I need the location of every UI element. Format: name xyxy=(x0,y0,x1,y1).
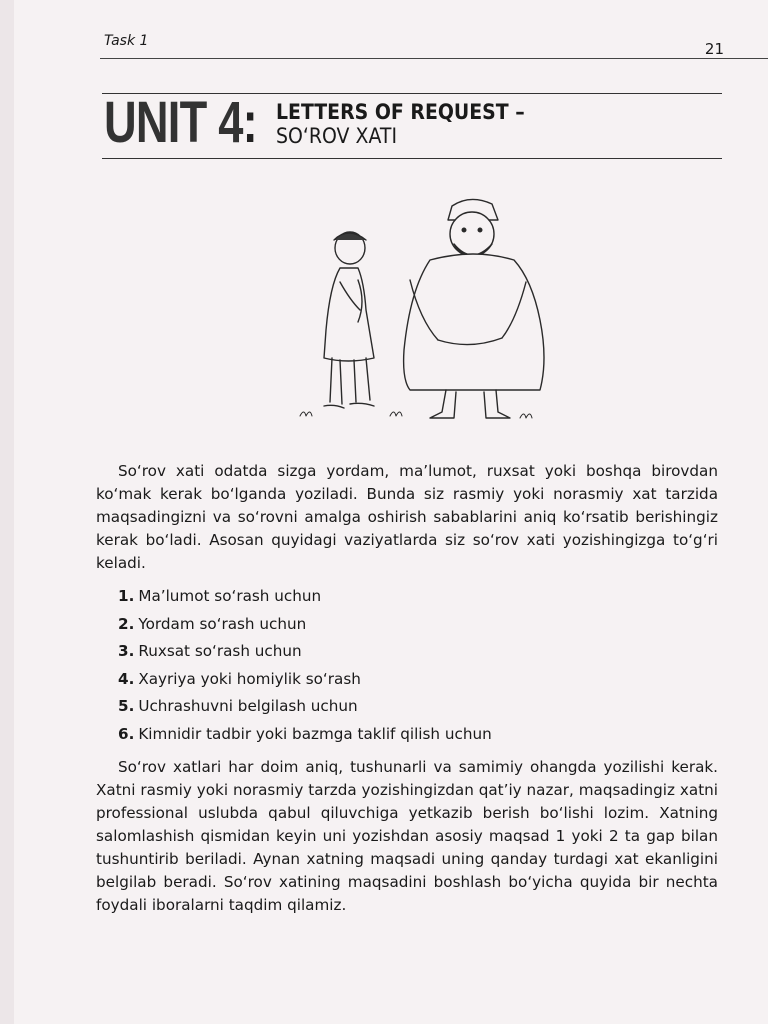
list-item: 4. Xayriya yoki homiylik so‘rash xyxy=(118,669,361,688)
intro-paragraph: So‘rov xati odatda sizga yordam, ma’lumot, ruxsat yoki boshqa birovdan ko‘mak kerak bo‘lganda yoziladi. Bunda siz rasmiy yoki norasmiy xat tarzida maqsadingizni va so‘rovni amalga oshirish sabablarini aniq ko‘rsatib berishingiz kerak bo‘ladi. Asosan quyidagi vaziyatlarda siz so‘rov xati yozishingizga to‘g‘ri keladi. xyxy=(96,462,718,572)
page-edge xyxy=(0,0,14,1024)
list-item: 3. Ruxsat so‘rash uchun xyxy=(118,642,302,660)
task-label: Task 1 xyxy=(104,33,149,49)
list-item: 2. Yordam so‘rash uchun xyxy=(118,614,307,633)
unit-title-line2: SO‘ROV XATI xyxy=(276,124,398,148)
list-item: 1. Ma’lumot so‘rash uchun xyxy=(118,587,322,605)
unit-title-line1: LETTERS OF REQUEST – xyxy=(276,100,525,124)
two-men-illustration xyxy=(270,190,560,430)
header-rule xyxy=(100,58,768,59)
closing-paragraph: So‘rov xatlari har doim aniq, tushunarli va samimiy ohangda yozilishi kerak. Xatni rasmiy yoki norasmiy tarzda yozishingizdan qat’iy nazar, maqsadingiz xatni professional uslubda qabul qiluvchiga yetkazib berish bo‘lishi lozim. Xatning salomlashish qismidan keyin uni yozishdan asosiy maqsad 1 yoki 2 ta gap bilan tushuntirib beriladi. Aynan xatning maqsadi uning qanday turdagi xat ekanligini belgilab beradi. So‘rov xatining maqsadini boshlash bo‘yicha quyida bir nechta foydali iboralarni taqdim qilamiz. xyxy=(96,758,718,914)
list-item: 6. Kimnidir tadbir yoki bazmga taklif qilish uchun xyxy=(118,724,492,743)
unit-colon: : xyxy=(242,90,257,155)
unit-rule-bottom xyxy=(102,158,722,159)
page-number: 21 xyxy=(704,40,724,58)
unit-label: UNIT 4 xyxy=(104,90,243,155)
unit-heading xyxy=(104,92,257,154)
list-item: 5. Uchrashuvni belgilash uchun xyxy=(118,697,358,715)
request-purposes-list xyxy=(118,583,492,748)
